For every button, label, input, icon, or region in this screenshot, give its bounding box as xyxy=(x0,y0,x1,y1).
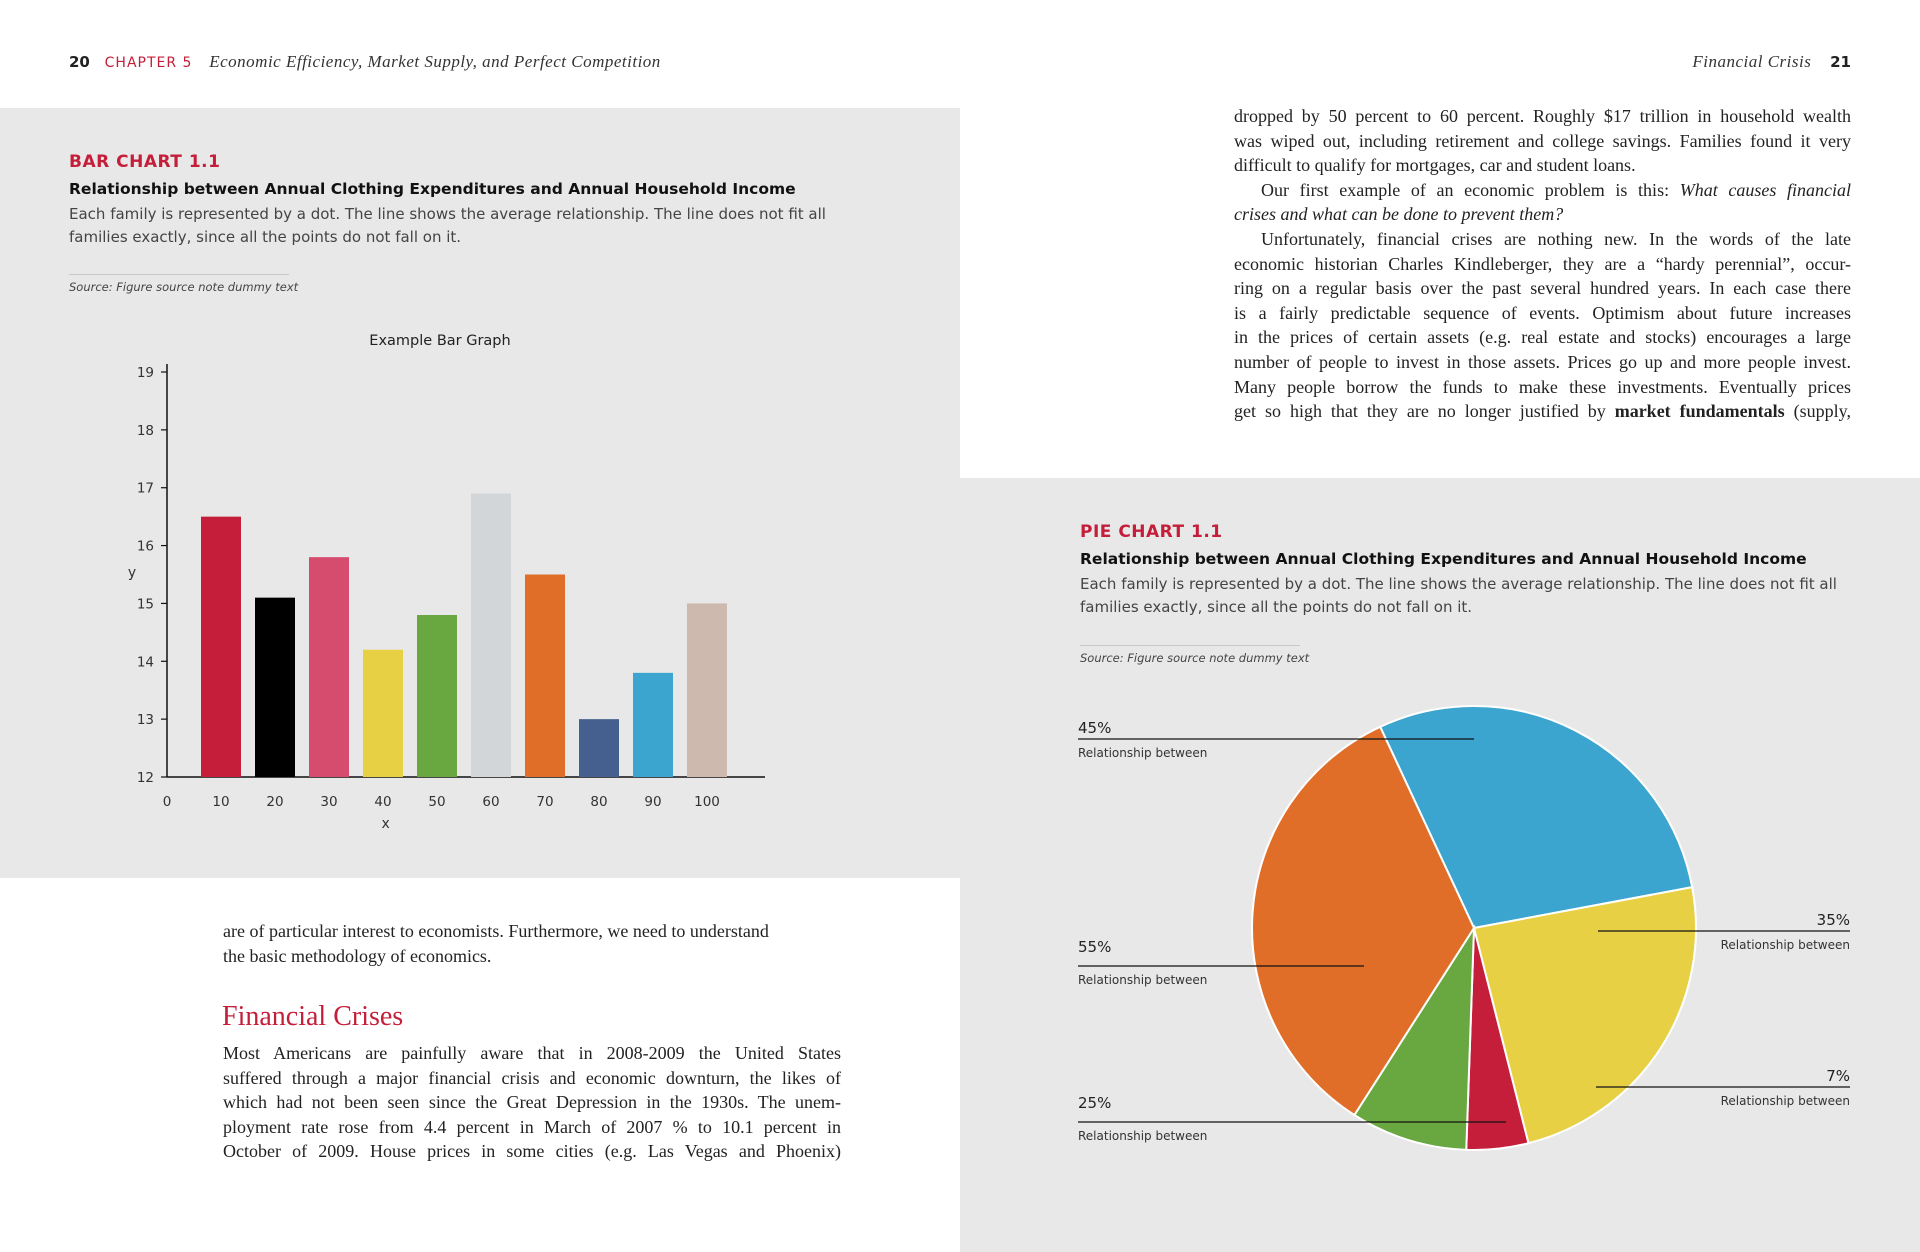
callout-percent: 35% xyxy=(1816,911,1850,929)
bar-figure-description xyxy=(69,203,829,249)
right-body-line: is a fairly predictable sequence of events. Optimism about future increases xyxy=(1234,302,1851,323)
y-tick-label: 15 xyxy=(136,596,154,613)
pie-figure-divider xyxy=(1080,645,1300,646)
right-body-line: Many people borrow the funds to make these investments. Eventually prices xyxy=(1234,376,1851,397)
y-tick-label: 17 xyxy=(136,480,154,497)
callout-percent: 45% xyxy=(1078,719,1112,737)
x-tick-label: 10 xyxy=(212,794,230,810)
pie-chart xyxy=(960,680,1920,1180)
bar-40 xyxy=(363,650,403,777)
last-line-tail: (supply, xyxy=(1784,401,1851,422)
page-number-right: 21 xyxy=(1830,53,1851,71)
bar-100 xyxy=(687,603,727,777)
pie-figure-title: Relationship between Annual Clothing Expenditures and Annual Household Income xyxy=(1080,550,1807,568)
x-tick-label: 0 xyxy=(162,794,172,810)
pie-figure-label: PIE CHART 1.1 xyxy=(1080,522,1223,542)
pie-figure-description xyxy=(1080,573,1840,619)
y-tick-label: 13 xyxy=(136,712,154,729)
running-head-left xyxy=(69,52,661,72)
chapter-label: CHAPTER 5 xyxy=(104,55,193,71)
section-heading: Financial Crises xyxy=(222,1001,404,1032)
right-body-line-last xyxy=(1234,399,1851,424)
bar-20 xyxy=(255,598,295,777)
right-body-line: in the prices of certain assets (e.g. real estate and stocks) encourages a large xyxy=(1234,327,1851,348)
y-tick-label: 12 xyxy=(136,770,154,786)
right-body-line: difficult to qualify for mortgages, car and student loans. xyxy=(1234,155,1636,176)
right-body-line: was wiped out, including retirement and college savings. Families found it very xyxy=(1234,130,1851,151)
bar-90 xyxy=(633,673,673,777)
left-body-line: the basic methodology of economics. xyxy=(223,945,492,966)
bar-80 xyxy=(579,719,619,777)
callout-label: Relationship between xyxy=(1720,1094,1850,1108)
bar-chart-title: Example Bar Graph xyxy=(369,333,511,349)
y-tick-label: 19 xyxy=(136,365,154,381)
x-tick-label: 30 xyxy=(320,794,338,810)
right-body-line: economic historian Charles Kindleberger, they are a “hardy perennial”, occur- xyxy=(1234,253,1851,274)
right-body-line: ring on a regular basis over the past several hundred years. In each case there xyxy=(1234,278,1851,299)
pie-figure-source: Source: Figure source note dummy text xyxy=(1080,651,1310,665)
left-body-line: which had not been seen since the Great Depression in the 1930s. The unem- xyxy=(223,1092,841,1113)
pie-figure-description-line-1: Each family is represented by a dot. The line shows the average relationship. The line does not fit all xyxy=(1080,575,1837,593)
left-body-line: October of 2009. House prices in some cities (e.g. Las Vegas and Phoenix) xyxy=(223,1141,841,1162)
right-body-line: number of people to invest in those assets. Prices go up and more people invest. xyxy=(1234,351,1851,372)
right-body-paragraph-question xyxy=(1234,178,1851,203)
y-tick-label: 16 xyxy=(136,538,154,555)
y-tick-label: 14 xyxy=(136,654,154,671)
callout-percent: 7% xyxy=(1826,1067,1850,1085)
bar-figure-description-line-1: Each family is represented by a dot. The line shows the average relationship. The line does not fit all xyxy=(69,205,826,223)
question-italic-a: What causes financial xyxy=(1679,179,1851,200)
callout-label: Relationship between xyxy=(1078,746,1208,760)
right-body-text xyxy=(1234,104,1851,424)
market-fundamentals-term: market fundamentals xyxy=(1614,401,1785,422)
section-title-right: Financial Crisis xyxy=(1692,52,1812,71)
left-body-line: ployment rate rose from 4.4 percent in March of 2007 % to 10.1 percent in xyxy=(223,1116,841,1137)
left-body-line: Most Americans are painfully aware that in 2008-2009 the United States xyxy=(223,1043,841,1063)
bar-10 xyxy=(201,517,241,777)
x-tick-label: 80 xyxy=(590,794,608,810)
bar-figure-label: BAR CHART 1.1 xyxy=(69,152,221,172)
x-tick-label: 50 xyxy=(428,794,446,810)
bar-figure-title: Relationship between Annual Clothing Expenditures and Annual Household Income xyxy=(69,180,796,198)
last-line-lead: get so high that they are no longer justified by xyxy=(1234,401,1615,422)
bar-70 xyxy=(525,575,565,778)
bar-30 xyxy=(309,557,349,777)
callout-percent: 25% xyxy=(1078,1094,1112,1112)
question-italic-b: crises and what can be done to prevent them? xyxy=(1234,204,1564,225)
y-tick-label: 18 xyxy=(136,422,154,439)
x-tick-label: 100 xyxy=(694,794,720,810)
chapter-title: Economic Efficiency, Market Supply, and Perfect Competition xyxy=(209,52,661,71)
left-body-line: are of particular interest to economists. Furthermore, we need to understand xyxy=(223,921,769,941)
bar-60 xyxy=(471,494,511,778)
x-tick-label: 90 xyxy=(644,794,662,810)
right-body-line: dropped by 50 percent to 60 percent. Roughly $17 trillion in household wealth xyxy=(1234,106,1851,126)
callout-label: Relationship between xyxy=(1078,1129,1208,1143)
bar-figure-divider xyxy=(69,274,289,275)
left-body-line: suffered through a major financial crisis and economic downturn, the likes of xyxy=(223,1067,841,1088)
x-tick-label: 70 xyxy=(536,794,554,810)
callout-label: Relationship between xyxy=(1078,973,1208,987)
page-number-left: 20 xyxy=(69,53,90,71)
right-body-line: Unfortunately, financial crises are nothing new. In the words of the late xyxy=(1261,228,1851,249)
x-tick-label: 40 xyxy=(374,794,392,810)
bar-figure-description-line-2: families exactly, since all the points do not fall on it. xyxy=(69,228,462,246)
bar-chart xyxy=(0,320,960,840)
left-body-paragraph-2 xyxy=(223,1041,841,1164)
x-tick-label: 60 xyxy=(482,794,500,810)
bar-figure-source: Source: Figure source note dummy text xyxy=(69,280,299,294)
right-body-line xyxy=(1234,202,1851,227)
left-body-paragraph-1 xyxy=(223,919,841,968)
running-head-right xyxy=(1692,52,1851,72)
x-axis-label: x xyxy=(381,816,390,832)
bar-50 xyxy=(417,615,457,777)
callout-percent: 55% xyxy=(1078,938,1112,956)
x-tick-label: 20 xyxy=(266,794,284,810)
y-axis-label: y xyxy=(127,565,137,581)
pie-figure-description-line-2: families exactly, since all the points do not fall on it. xyxy=(1080,598,1473,616)
callout-label: Relationship between xyxy=(1720,938,1850,952)
question-lead: Our first example of an economic problem is this: xyxy=(1261,179,1680,200)
